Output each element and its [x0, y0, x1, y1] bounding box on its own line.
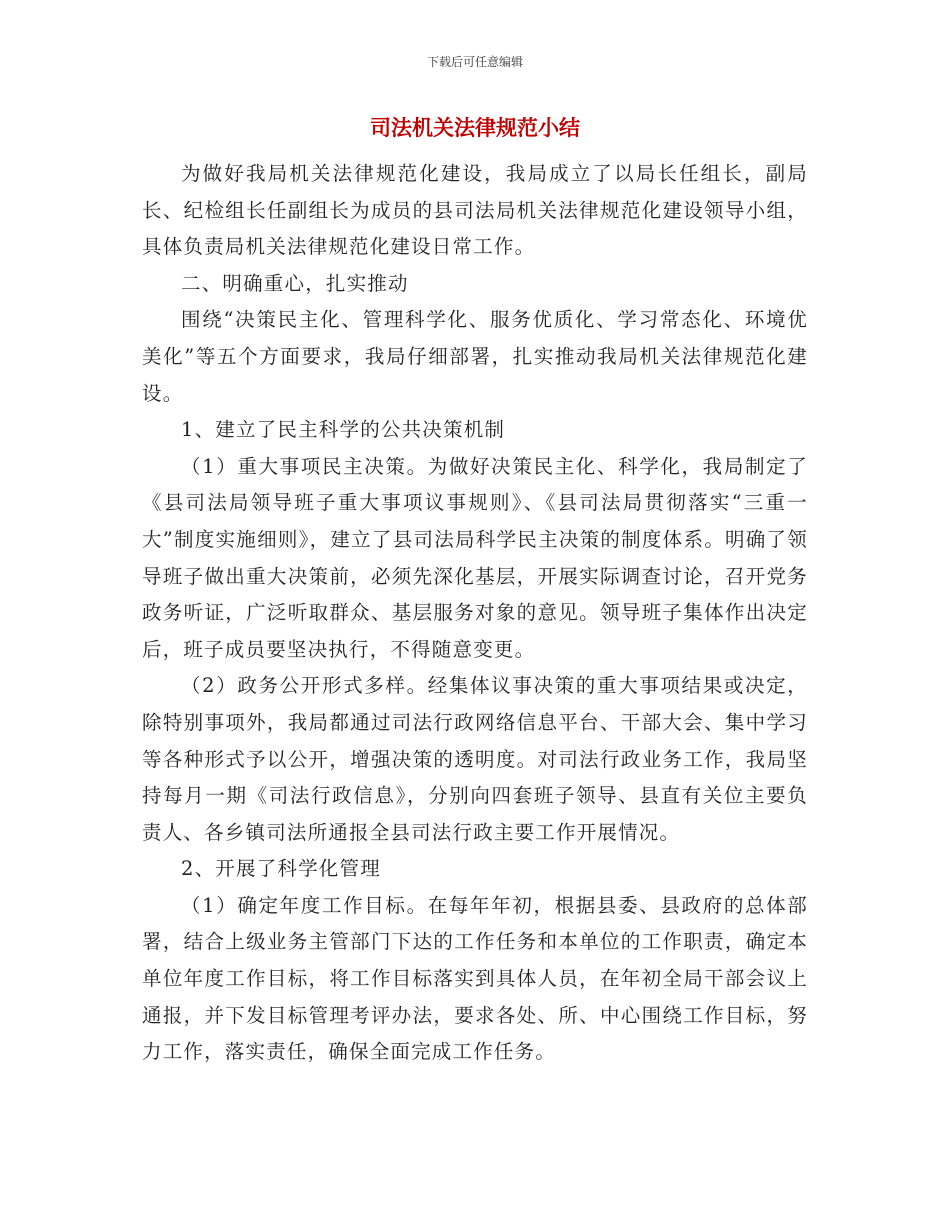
- paragraph-open-government: （2）政务公开形式多样。经集体议事决策的重大事项结果或决定，除特别事项外，我局都通过司法行政网络信息平台、干部大会、集中学习等各种形式予以公开，增强决策的透明度。对司法行政业务工作，我局坚持每月一期《司法行政信息》，分别向四套班子领导、县直有关位主要负责人、各乡镇司法所通报全县司法行政主要工作开展情况。: [142, 674, 808, 844]
- document-title: 司法机关法律规范小结: [370, 116, 580, 140]
- paragraph-democratic-decision: （1）重大事项民主决策。为做好决策民主化、科学化，我局制定了《县司法局领导班子重大事项议事规则》、《县司法局贯彻落实“三重一大”制度实施细则》，建立了县司法局科学民主决策的制度体系。明确了领导班子做出重大决策前，必须先深化基层，开展实际调查讨论，召开党务政务听证，广泛听取群众、基层服务对象的意见。领导班子集体作出决定后，班子成员要坚决执行，不得随意变更。: [142, 454, 808, 661]
- paragraph-annual-goals: （1）确定年度工作目标。在每年年初，根据县委、县政府的总体部署，结合上级业务主管部门下达的工作任务和本单位的工作职责，确定本单位年度工作目标，将工作目标落实到具体人员，在年初全局干部会议上通报，并下发目标管理考评办法，要求各处、所、中心围绕工作目标，努力工作，落实责任，确保全面完成工作任务。: [142, 893, 808, 1064]
- paragraph-intro: 为做好我局机关法律规范化建设，我局成立了以局长任组长，副局长、纪检组长任副组长为成员的县司法局机关法律规范化建设领导小组，具体负责局机关法律规范化建设日常工作。: [142, 162, 808, 259]
- subheading-decision-mechanism: 1、建立了民主科学的公共决策机制: [181, 418, 506, 442]
- document-body: [142, 156, 808, 1071]
- header-note: 下载后可任意编辑: [426, 55, 523, 69]
- paragraph-requirements: 围绕“决策民主化、管理科学化、服务优质化、学习常态化、环境优美化”等五个方面要求，我局仔细部署，扎实推动我局机关法律规范化建设。: [142, 308, 808, 405]
- section-heading-2: 二、明确重心，扎实推动: [181, 271, 409, 295]
- subheading-scientific-management: 2、开展了科学化管理: [181, 857, 381, 881]
